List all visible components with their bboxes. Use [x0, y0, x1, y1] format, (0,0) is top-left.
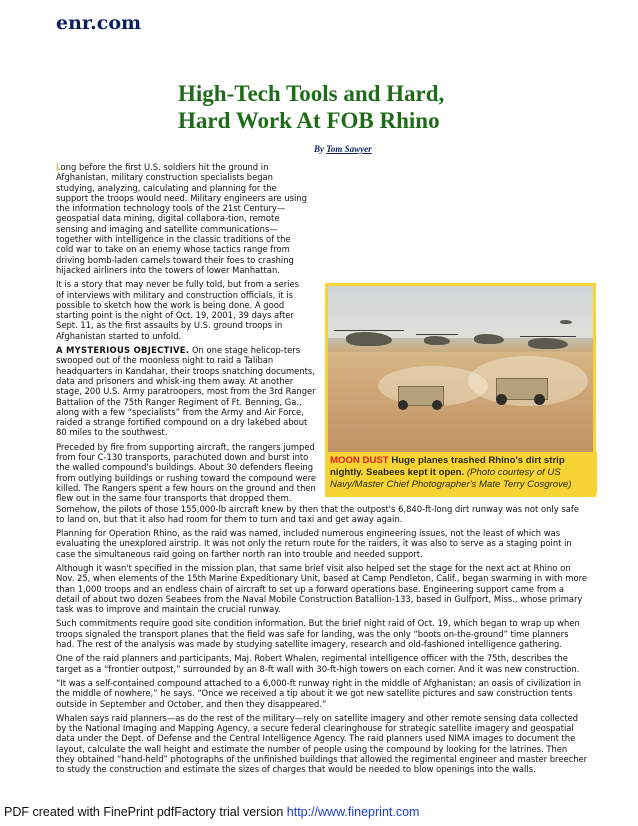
paragraph: Long before the first U.S. soldiers hit the ground in Afghanistan, military construction specialists began studying, analyzing, calculating and planning for the support the troops would need. Military engineers are using the information technology tools of the 21st Century—geospatial data mining, digital collabora-tion, remote sensing and imaging and satellite communications—together with intelligence in the classic traditions of the cold war to take on an enemy whose tactics range from driving bomb-laden camels toward their foes to crashing hijacked airliners into the towers of lower Manhattan. — [56, 162, 307, 275]
paragraph: Preceded by fire from supporting aircraft, the rangers jumped from four C-130 transports, parachuted down and burst into the walled compound's buildings. About 30 defenders fleeing from outlying buildings or rushing toward the compound were killed. The Rangers spent a few hours on the ground and then flew out in the same four transports that dropped them. Somehow, the pilots of those 155,000-lb aircraft knew by then that the outpost's 6,840-ft-long dirt runway was not only safe to land on, but that it also had room for them to turn and taxi and get away again. — [56, 441, 579, 524]
photo-caption — [328, 452, 597, 494]
footer-link[interactable]: http://www.fineprint.com — [286, 805, 420, 819]
paragraph: One of the raid planners and participants, Maj. Robert Whalen, regimental intelligence officer with the 75th, describes the target as a “frontier outpost,” surrounded by an 8-ft wall with 30-ft-high towers on each corner. And it was new construction. — [56, 653, 580, 674]
byline-prefix: By — [314, 144, 324, 154]
article-body — [56, 162, 588, 779]
footer-text: PDF created with FinePrint pdfFactory trial version — [4, 805, 284, 819]
desert-airfield-photo — [328, 286, 593, 452]
site-logo: enr.com — [56, 12, 142, 34]
section-text: On one stage helicop-ters swooped out of the moonless night to raid a Taliban headquarters in Kandahar, their troops snatching documents, data and prisoners and whisk-ing them away. At another stage, 200 U.S. Army paratroopers, most from the 3rd Ranger Battalion of the 75th Ranger Regiment of Ft. Benning, Ga., along with a few “specialists” from the Army and Air Force, raided a strange fortified compound on a dry lakebed about 80 miles to the southwest. — [56, 345, 316, 438]
caption-credit: (Photo courtesy of US Navy/Master Chief Photographer's Mate Terry Cosgrove) — [330, 467, 572, 491]
paragraph: Such commitments require good site condition information. But the brief night raid of Oct. 19, which began to wrap up when troops signaled the transport planes that the field was safe for landing, was the only “boots on-the-ground” time planners had. The rest of the analysis was made by studying satellite imagery, research and old-fashioned intelligence gathering. — [56, 618, 580, 650]
title-line-1: High-Tech Tools and Hard, — [178, 81, 445, 106]
paragraph: It is a story that may never be fully told, but from a series of interviews with military and construction officials, it is possible to sketch how the work is being done. A good starting point is the night of Oct. 19, 2001, 39 days after Sept. 11, as the first assaults by U.S. ground troops in Afghanistan started to unfold. — [56, 279, 300, 341]
paragraph: “It was a self-contained compound attached to a 6,000-ft runway right in the middle of Afghanistan; an oasis of civilization in the middle of nowhere,” he says. “Once we received a tip about it we got new satellite pictures and saw construction tents outside in September and October, and then they disappeared.” — [56, 677, 582, 709]
photo-figure — [325, 283, 596, 497]
paragraph: Although it wasn't specified in the mission plan, that same brief visit also helped set the stage for the next act at Rhino on Nov. 25, when elements of the 15th Marine Expeditionary Unit, based at Camp Pendleton, Calif., began swarming in with more than 1,000 troops and an endless chain of aircraft to set up a forward operations base. Engineering support came from a detail of about two dozen Seabees from the Naval Mobile Construction Batallion-133, based in Gulfport, Miss., whose primary task was to improve and maintain the crucial runway. — [56, 562, 587, 615]
pdf-footer — [4, 805, 419, 819]
byline — [314, 144, 372, 154]
paragraph: Whalen says raid planners—as do the rest of the military—rely on satellite imagery and other remote sensing data collected by the National Imaging and Mapping Agency, a secure federal clearinghouse for strategic satellite imagery and geospatial data under the Dept. of Defense and the Central Intelligence Agency. The raid planners used NIMA images to document the layout, calculate the wall height and estimate the number of people using the compound by looking for the latrines. Then they obtained “hand-held” photographs of the unfinished buildings that allowed the regimental engineer and master breecher to study the construction and estimate the sizes of charges that would be needed to blow openings into the walls. — [56, 712, 588, 775]
caption-kicker: MOON DUST — [330, 455, 389, 467]
paragraph: Planning for Operation Rhino, as the raid was named, included numerous engineering issues, not the least of which was evaluating the unexplored airstrip. It was not only the return route for the raiders, it was also to serve as a staging point in case the simultaneous raid going on farther north ran into trouble and needed support. — [56, 528, 572, 559]
title-line-2: Hard Work At FOB Rhino — [178, 108, 440, 133]
article-title — [178, 80, 478, 134]
author-link[interactable]: Tom Sawyer — [326, 144, 372, 154]
section-heading: A MYSTERIOUS OBJECTIVE. — [56, 345, 190, 356]
caption-text: Huge planes trashed Rhino's dirt strip nightly. Seabees kept it open. — [330, 455, 565, 479]
